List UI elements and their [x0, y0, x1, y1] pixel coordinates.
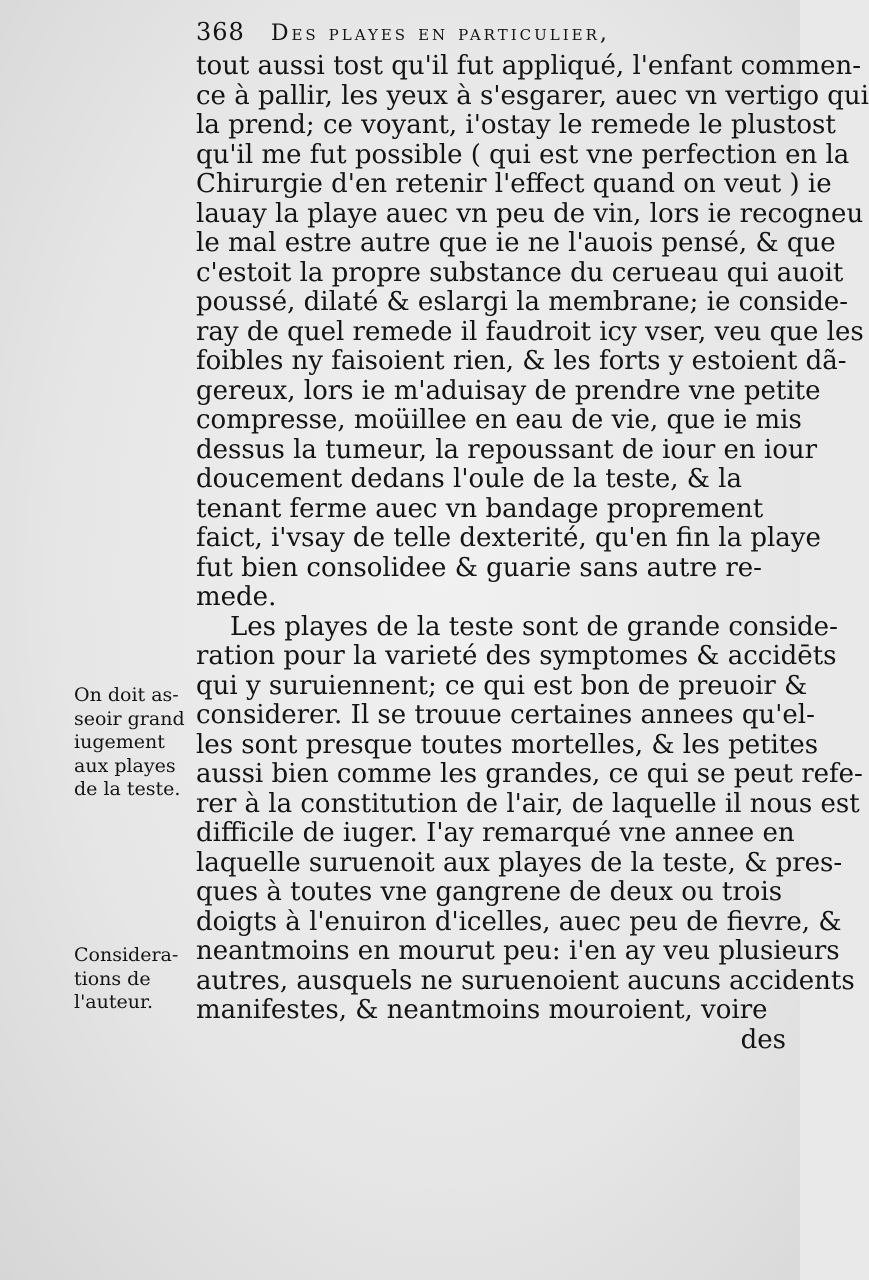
text-line: les sont presque toutes mortelles, & les petites: [196, 729, 819, 760]
text-line: considerer. Il se trouue certaines annees qu'el-: [196, 700, 815, 730]
text-line: autres, ausquels ne suruenoient aucuns accidents: [196, 965, 855, 996]
margin-note-considerations: [74, 944, 186, 1015]
text-line: compresse, moüillee en eau de vie, que ie mis: [196, 405, 802, 435]
text-line: ques à toutes vne gangrene de deux ou trois: [196, 877, 783, 907]
text-line: qui y suruiennent; ce qui est bon de preuoir &: [196, 670, 808, 701]
text-line: lauay la playe auec vn peu de vin, lors ie recogneu: [196, 198, 864, 229]
text-line: gereux, lors ie m'aduisay de prendre vne petite: [196, 375, 821, 406]
margin-note-line: Considera-: [74, 944, 179, 966]
text-line: neantmoins en mourut peu: i'en ay veu plusieurs: [196, 936, 840, 966]
margin-note-line: tions de: [74, 967, 151, 990]
text-line: poussé, dilaté & eslargi la membrane; ie conside-: [196, 287, 849, 317]
page-header: [196, 18, 786, 46]
text-line: le mal estre autre que ie ne l'auois pensé, & que: [196, 228, 836, 258]
margin-note-judgement: [74, 684, 186, 802]
text-line: doucement dedans l'oule de la teste, & la: [196, 464, 742, 494]
text-line: faict, i'vsay de telle dexterité, qu'en fin la playe: [196, 523, 821, 553]
text-line: ce à pallir, les yeux à s'esgarer, auec vn vertigo qui: [196, 80, 869, 111]
margin-note-line: de la teste.: [74, 778, 181, 800]
margin-note-line: iugement: [74, 731, 165, 753]
running-title: Des playes en particulier,: [270, 21, 610, 46]
text-line: foibles ny faisoient rien, & les forts y estoient dã-: [196, 346, 847, 376]
text-line: ration pour la varieté des symptomes & accidēts: [196, 641, 837, 671]
text-line: rer à la constitution de l'air, de laquelle il nous est: [196, 788, 860, 819]
page-number: 368: [196, 18, 245, 46]
text-line: c'estoit la propre substance du cerueau qui auoit: [196, 257, 844, 288]
text-line: tout aussi tost qu'il fut appliqué, l'enfant commen-: [196, 51, 862, 81]
margin-note-line: On doit as-: [74, 684, 179, 706]
margin-note-line: aux playes: [74, 754, 176, 777]
text-line: aussi bien comme les grandes, ce qui se peut refe-: [196, 759, 863, 789]
text-line: ray de quel remede il faudroit icy vser, veu que les: [196, 316, 864, 347]
text-line: difficile de iuger. I'ay remarqué vne annee en: [196, 818, 795, 848]
text-line: mede.: [196, 582, 277, 612]
text-line: laquelle suruenoit aux playes de la teste, & pres-: [196, 847, 843, 878]
text-line: qu'il me fut possible ( qui est vne perfection en la: [196, 139, 850, 170]
margin-note-line: seoir grand: [74, 707, 185, 730]
text-line: la prend; ce voyant, i'ostay le remede le plustost: [196, 110, 836, 140]
text-line: manifestes, & neantmoins mouroient, voire: [196, 995, 768, 1025]
text-line: fut bien consolidee & guarie sans autre re-: [196, 552, 762, 583]
text-line: doigts à l'enuiron d'icelles, auec peu de fievre, &: [196, 906, 842, 937]
paragraph-start-line: Les playes de la teste sont de grande conside-: [230, 611, 838, 642]
main-text-block: [196, 51, 869, 1055]
text-line: tenant ferme auec vn bandage proprement: [196, 493, 764, 524]
text-line: dessus la tumeur, la repoussant de iour en iour: [196, 434, 818, 465]
margin-note-line: l'auteur.: [74, 991, 154, 1013]
catchword: des: [740, 1024, 786, 1055]
text-line: Chirurgie d'en retenir l'effect quand on veut ) ie: [196, 169, 832, 199]
